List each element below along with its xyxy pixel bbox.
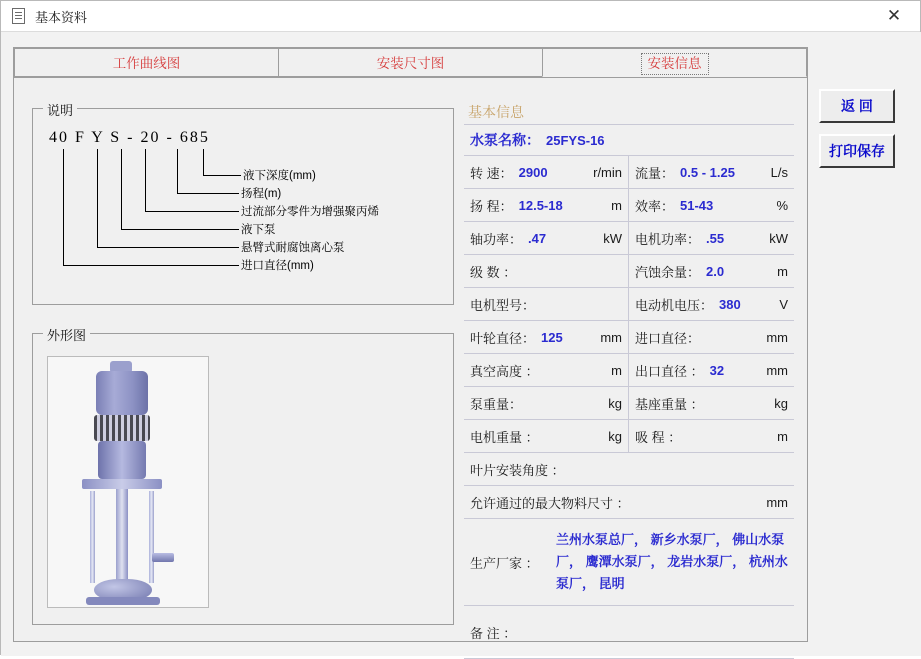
- head-value[interactable]: 12.5-18: [518, 197, 563, 213]
- leader-line: [63, 265, 239, 266]
- motor-power-label: 电机功率：: [635, 231, 701, 247]
- shaft-power-label: 轴功率：: [470, 231, 523, 247]
- flow-label: 流量：: [635, 165, 675, 181]
- tab-install-dimensions-label: 安装尺寸图: [376, 56, 445, 71]
- shaft-power-cell: [464, 222, 629, 254]
- callout-0: 液下深度(mm): [243, 170, 316, 182]
- motor-voltage-label: 电动机电压：: [635, 297, 714, 313]
- inlet-diameter-cell: [629, 321, 794, 353]
- table-row: [464, 288, 794, 321]
- base-weight-label: 基座重量 ：: [635, 396, 704, 412]
- impeller-diameter-unit: mm: [600, 329, 622, 345]
- photo-support-rod-right: [149, 491, 154, 583]
- outlet-diameter-value[interactable]: 32: [709, 362, 725, 378]
- table-row: [464, 354, 794, 387]
- impeller-diameter-cell: [464, 321, 629, 353]
- blade-angle-label: 叶片安装角度 ：: [470, 462, 565, 478]
- flow-unit: L/s: [770, 164, 788, 180]
- basic-info-panel: [464, 104, 794, 641]
- max-particle-label: 允许通过的最大物料尺寸 ：: [470, 495, 630, 511]
- pump-name-value[interactable]: 25FYS-16: [546, 132, 605, 148]
- leader-line: [121, 229, 239, 230]
- speed-value[interactable]: 2900: [518, 164, 548, 180]
- base-weight-unit: kg: [774, 395, 788, 411]
- basic-info-title: 基本信息: [468, 104, 524, 120]
- table-row: [464, 156, 794, 189]
- manufacturer-label: 生产厂家 ：: [470, 555, 539, 571]
- motor-power-cell: [629, 222, 794, 254]
- callout-2: 过流部分零件为增强聚丙烯: [241, 206, 379, 218]
- efficiency-cell: [629, 189, 794, 221]
- motor-weight-label: 电机重量 ：: [470, 429, 539, 445]
- tab-panel: [13, 47, 808, 642]
- callout-4: 悬臂式耐腐蚀离心泵: [241, 242, 345, 254]
- model-code-diagram: [47, 123, 439, 293]
- outlet-diameter-cell: [629, 354, 794, 386]
- leader-line: [121, 149, 122, 229]
- blade-angle-row: [464, 453, 794, 486]
- photo-support-rod-left: [90, 491, 95, 583]
- pump-weight-cell: [464, 387, 629, 419]
- outline-groupbox-title: 外形图: [43, 325, 90, 344]
- motor-model-label: 电机型号：: [470, 297, 536, 313]
- remark-row: [464, 606, 794, 659]
- photo-lantern: [98, 441, 146, 479]
- back-button[interactable]: 返 回: [819, 89, 895, 123]
- table-row: [464, 420, 794, 453]
- npsh-value[interactable]: 2.0: [706, 263, 725, 279]
- photo-pump-base: [86, 597, 160, 605]
- blade-angle-cell: [464, 453, 794, 485]
- tab-work-curve-label: 工作曲线图: [112, 56, 181, 71]
- motor-voltage-value[interactable]: 380: [719, 296, 741, 312]
- tab-install-info[interactable]: [542, 48, 807, 77]
- table-row: [464, 255, 794, 288]
- pump-photo: [47, 356, 209, 608]
- photo-cooling-ribs: [94, 415, 150, 441]
- tab-body: [14, 77, 807, 643]
- remark-label: 备 注 ：: [470, 625, 517, 641]
- leader-line: [203, 175, 241, 176]
- photo-motor: [96, 371, 148, 415]
- leader-line: [145, 149, 146, 211]
- efficiency-label: 效率：: [635, 198, 675, 214]
- head-label: 扬 程：: [470, 198, 513, 214]
- suction-lift-cell: [629, 420, 794, 452]
- table-row: [464, 387, 794, 420]
- flow-value[interactable]: 0.5 - 1.25: [680, 164, 735, 180]
- speed-label: 转 速：: [470, 165, 513, 181]
- head-cell: [464, 189, 629, 221]
- basic-info-grid: [464, 124, 794, 659]
- manufacturer-row: [464, 519, 794, 606]
- pump-weight-unit: kg: [608, 395, 622, 411]
- table-row: [464, 189, 794, 222]
- speed-unit: r/min: [593, 164, 622, 180]
- outlet-diameter-label: 出口直径 ：: [635, 363, 704, 379]
- print-save-button[interactable]: 打印保存: [819, 134, 895, 168]
- document-icon: [11, 8, 27, 24]
- leader-line: [63, 149, 64, 265]
- motor-power-value[interactable]: .55: [706, 230, 725, 246]
- pump-name-label: 水泵名称：: [470, 132, 540, 148]
- head-unit: m: [611, 197, 622, 213]
- motor-model-cell: [464, 288, 629, 320]
- inlet-diameter-label: 进口直径：: [635, 330, 701, 346]
- tab-install-dimensions[interactable]: [278, 48, 543, 77]
- outline-groupbox: [32, 328, 454, 625]
- stages-cell: [464, 255, 629, 287]
- max-particle-cell: [464, 486, 794, 518]
- tab-install-info-label: 安装信息: [641, 53, 709, 75]
- table-row: [464, 222, 794, 255]
- leader-line: [97, 247, 239, 248]
- tab-work-curve[interactable]: [14, 48, 279, 77]
- description-groupbox-title: 说明: [43, 100, 77, 119]
- motor-power-unit: kW: [769, 230, 788, 246]
- leader-line: [177, 193, 239, 194]
- motor-voltage-unit: V: [779, 296, 788, 312]
- close-icon[interactable]: ✕: [886, 6, 902, 25]
- shaft-power-value[interactable]: .47: [528, 230, 547, 246]
- leader-line: [203, 149, 204, 175]
- window-client-area: [1, 32, 921, 656]
- vacuum-height-cell: [464, 354, 629, 386]
- motor-weight-cell: [464, 420, 629, 452]
- callout-3: 液下泵: [241, 224, 276, 236]
- description-groupbox: [32, 103, 454, 305]
- base-weight-cell: [629, 387, 794, 419]
- impeller-diameter-value[interactable]: 125: [541, 329, 563, 345]
- efficiency-unit: %: [776, 197, 788, 213]
- leader-line: [97, 149, 98, 247]
- window-titlebar: [1, 1, 920, 32]
- window-title: 基本资料: [35, 9, 88, 25]
- stages-label: 级 数 ：: [470, 264, 517, 280]
- callout-1: 扬程(m): [241, 188, 282, 200]
- pump-name-cell: [464, 125, 794, 155]
- inlet-diameter-unit: mm: [766, 329, 788, 345]
- tab-strip: [14, 48, 807, 78]
- manufacturer-value[interactable]: 兰州水泵总厂， 新乡水泵厂， 佛山水泵厂， 鹰潭水泵厂， 龙岩水泵厂， 杭州水泵厂， 昆明: [556, 532, 788, 591]
- max-particle-row: [464, 486, 794, 519]
- vacuum-height-label: 真空高度 ：: [470, 363, 539, 379]
- motor-voltage-cell: [629, 288, 794, 320]
- speed-cell: [464, 156, 629, 188]
- pump-name-row: [464, 125, 794, 156]
- outlet-diameter-unit: mm: [766, 362, 788, 378]
- shaft-power-unit: kW: [603, 230, 622, 246]
- max-particle-unit: mm: [766, 494, 788, 510]
- leader-line: [145, 211, 239, 212]
- motor-weight-unit: kg: [608, 428, 622, 444]
- model-code-text: 40 F Y S - 20 - 685: [49, 129, 210, 146]
- photo-inlet: [152, 553, 174, 562]
- impeller-diameter-label: 叶轮直径：: [470, 330, 536, 346]
- flow-cell: [629, 156, 794, 188]
- suction-lift-label: 吸 程 ：: [635, 429, 682, 445]
- table-row: [464, 321, 794, 354]
- npsh-unit: m: [777, 263, 788, 279]
- npsh-cell: [629, 255, 794, 287]
- photo-shaft: [116, 489, 128, 585]
- callout-5: 进口直径(mm): [241, 260, 314, 272]
- vacuum-height-unit: m: [611, 362, 622, 378]
- photo-mounting-plate: [82, 479, 162, 489]
- suction-lift-unit: m: [777, 428, 788, 444]
- npsh-label: 汽蚀余量：: [635, 264, 701, 280]
- leader-line: [177, 149, 178, 193]
- pump-weight-label: 泵重量：: [470, 396, 523, 412]
- efficiency-value[interactable]: 51-43: [680, 197, 714, 213]
